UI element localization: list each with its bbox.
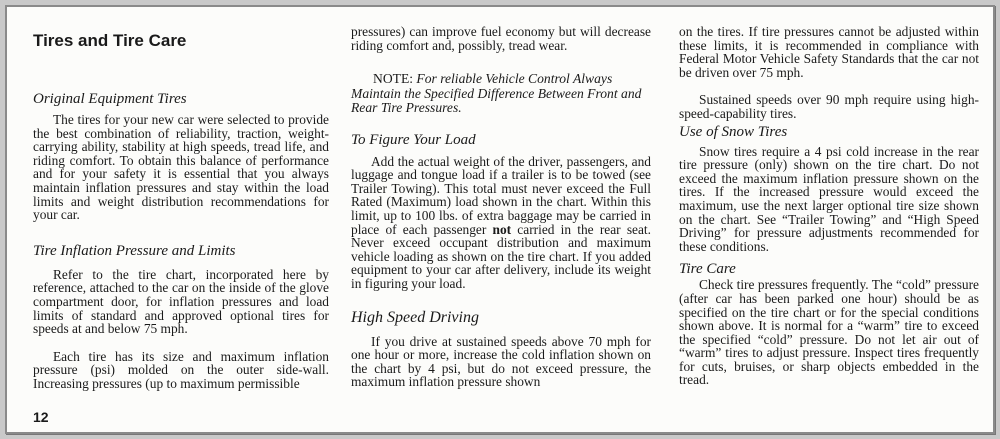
paragraph-original-equipment: The tires for your new car were selected to provide the best combination of reliability, traction, weight-carrying ability, stability at high speeds, tread life, and riding comfort. To obtain this balance of performance and for your safety it is essential that you always maintain inflation pressures and stay within the load limits and weight distribution recommendations for your car. — [33, 112, 329, 223]
manual-page — [5, 5, 995, 434]
paragraph-pressures-cont: pressures) can improve fuel economy but will decrease riding comfort and, possibly, tread wear. — [351, 24, 651, 53]
page-title: Tires and Tire Care — [33, 31, 187, 50]
column-3 — [679, 7, 979, 387]
note-text: For reliable Vehicle Control Always Maintain the Specified Difference Between Front and Rear Tire Pressures. — [351, 71, 642, 116]
heading-inflation: Tire Inflation Pressure and Limits — [33, 242, 236, 259]
load-emphasis-not: not — [492, 221, 512, 237]
note-label: NOTE: — [373, 71, 417, 87]
heading-snow-tires: Use of Snow Tires — [679, 123, 788, 140]
column-2 — [351, 7, 651, 389]
heading-figure-load: To Figure Your Load — [351, 131, 476, 148]
paragraph-sustained-speeds: Sustained speeds over 90 mph require using high-speed-capability tires. — [679, 92, 979, 121]
load-text-2: carried in the rear seat. Never exceed occupant distribution and maximum vehicle loading as shown on the tire chart. If you added equipment to your car after delivery, include its weight in figuring your load. — [351, 221, 651, 292]
paragraph-figure-load — [351, 155, 651, 291]
page-number: 12 — [33, 409, 49, 425]
column-1 — [33, 7, 329, 391]
paragraph-snow-tires: Snow tires require a 4 psi cold increase in the rear tire pressure (only) shown on the tire chart. Do not exceed the maximum inflation pressure shown on the tires. If the increased pressure would exceed the maximum, use the next larger optional tire size shown on the chart. See “Trailer Towing” and “High Speed Driving” for pressure adjustments recommended for these conditions. — [679, 143, 979, 254]
heading-original-equipment: Original Equipment Tires — [33, 91, 187, 107]
load-text-1: Add the actual weight of the driver, passengers, and luggage and tongue load if a trailer is to be towed (see Trailer Towing). This total must never exceed the Full Rated (Maximum) load shown in the chart. Within this limit, up to 100 lbs. of extra baggage may be carried in place of each passenger — [351, 153, 651, 237]
note-block — [351, 72, 651, 116]
paragraph-tire-care: Check tire pressures frequently. The “cold” pressure (after car has been parked one hour) should be as specified on the tire chart or for the special conditions shown above. It is normal for a “warm” tire to exceed the specified “cold” pressure. Do not let air out of “warm” tires to adjust pressure. Inspect tires frequently for cuts, bruises, or sharp objects embedded in the tread. — [679, 277, 979, 388]
paragraph-speed-cont: on the tires. If tire pressures cannot be adjusted within these limits, it is recommended in compliance with Federal Motor Vehicle Safety Standards that the car not be driven over 75 mph. — [679, 24, 979, 80]
paragraph-high-speed: If you drive at sustained speeds above 70 mph for one hour or more, increase the cold inflation shown on the chart by 4 psi, but do not exceed pressure, the maximum inflation pressure shown — [351, 333, 651, 390]
heading-tire-care: Tire Care — [679, 261, 736, 278]
paragraph-inflation-1: Refer to the tire chart, incorporated here by reference, attached to the car on the inside of the glove compartment door, for inflation pressures and load limits of standard and approved optional tires for speeds at and below 75 mph. — [33, 266, 329, 337]
paragraph-inflation-2: Each tire has its size and maximum inflation pressure (psi) molded on the outer side-wall. Increasing pressures (up to maximum permissible — [33, 348, 329, 391]
heading-high-speed: High Speed Driving — [351, 308, 479, 326]
